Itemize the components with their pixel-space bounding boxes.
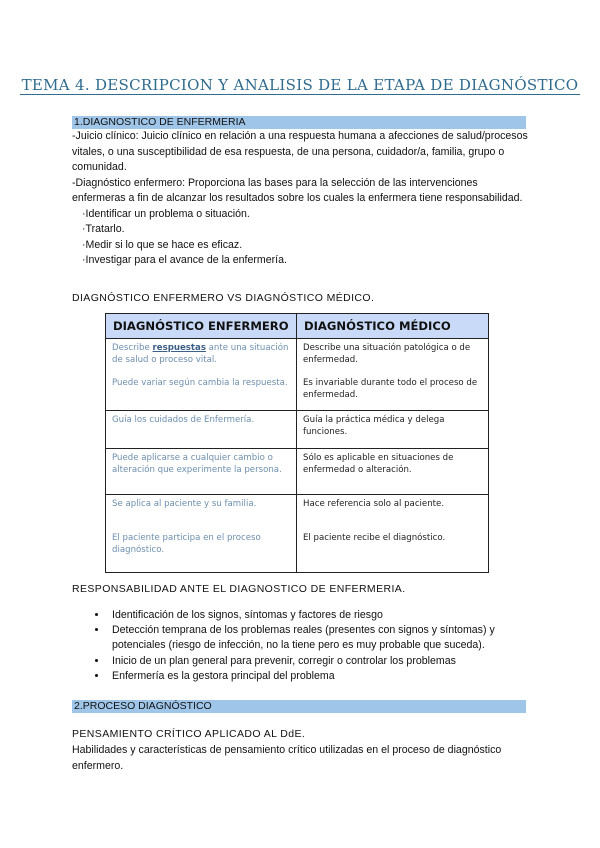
list-item: ·Tratarlo. — [82, 223, 125, 235]
section-heading-diagnostico: 1.DIAGNOSTICO DE ENFERMERIA — [72, 116, 526, 129]
cell-text: Es invariable durante todo el proceso de enfermedad. — [303, 378, 478, 400]
table-header-row — [106, 314, 489, 339]
list-item: ·Investigar para el avance de la enfermería. — [82, 254, 287, 266]
comparison-table — [105, 313, 489, 573]
table-cell: Guía los cuidados de Enfermería. — [106, 411, 297, 449]
column-header-medico: DIAGNÓSTICO MÉDICO — [297, 314, 489, 339]
table-cell: Puede aplicarse a cualquier cambio o alteración que experimente la persona. — [106, 449, 297, 495]
list-item: • Detección temprana de los problemas reales (presentes con signos y síntomas) y potenciales (riesgo de infección, no la tiene pero es muy probable que suceda). — [108, 623, 548, 653]
pensamiento-critico-text: Habilidades y características de pensamiento crítico utilizadas en el proceso de diagnóstico enfermero. — [72, 744, 502, 772]
list-item: ·Medir si lo que se hace es eficaz. — [82, 238, 243, 251]
diagnostico-enfermero-text: -Diagnóstico enfermero: Proporciona las bases para la selección de las intervenciones enfermeras a fin de alcanzar los resultados sobre los cuales la enfermera tiene responsabilidad. — [72, 176, 523, 204]
pensamiento-critico-heading: PENSAMIENTO CRÍTICO APLICADO AL DdE. — [72, 728, 306, 740]
column-header-enfermero: DIAGNÓSTICO ENFERMERO — [106, 314, 297, 339]
section1-body — [72, 129, 532, 269]
table-cell — [297, 495, 489, 573]
list-item: • Enfermería es la gestora principal del problema — [108, 669, 548, 684]
table-row — [106, 411, 489, 449]
section2-body — [72, 743, 532, 774]
list-item: ·Identificar un problema o situación. — [82, 207, 250, 220]
table-row — [106, 449, 489, 495]
list-item: • Inicio de un plan general para prevenir, corregir o controlar los problemas — [108, 654, 548, 669]
cell-text: Hace referencia solo al paciente. — [303, 499, 445, 509]
table-row — [106, 495, 489, 573]
list-item: • Identificación de los signos, síntomas y factores de riesgo — [108, 608, 548, 623]
cell-text: Describe — [112, 343, 153, 353]
table-cell — [297, 339, 489, 411]
highlighted-word: respuestas — [152, 343, 206, 353]
cell-text: Describe una situación patológica o de enfermedad. — [303, 343, 471, 365]
table-cell: Sólo es aplicable en situaciones de enfermedad o alteración. — [297, 449, 489, 495]
cell-text: El paciente recibe el diagnóstico. — [303, 533, 446, 543]
juicio-clinico-text: -Juicio clínico: Juicio clínico en relación a una respuesta humana a afecciones de salud/procesos vitales, o una susceptibilidad de esa respuesta, de una persona, cuidador/a, familia, grupo o comunidad. — [72, 130, 528, 173]
table-cell — [106, 495, 297, 573]
cell-text: El paciente participa en el proceso diagnóstico. — [112, 533, 261, 555]
page-title-text: TEMA 4. DESCRIPCION Y ANALISIS DE LA ETAPA DE DIAGNÓSTICO — [21, 76, 579, 94]
responsabilidad-heading: RESPONSABILIDAD ANTE EL DIAGNOSTICO DE ENFERMERIA. — [72, 583, 406, 595]
table-row — [106, 339, 489, 411]
table-cell — [106, 339, 297, 411]
page-title — [0, 76, 600, 94]
cell-text: Puede variar según cambia la respuesta. — [112, 378, 288, 388]
table-cell: Guía la práctica médica y delega funciones. — [297, 411, 489, 449]
cell-text: Se aplica al paciente y su familia. — [112, 499, 257, 509]
section-heading-proceso: 2.PROCESO DIAGNÓSTICO — [72, 700, 526, 713]
cell-text: ante una situación de salud o proceso vital. — [112, 343, 289, 365]
responsabilidad-list — [88, 608, 548, 684]
comparison-heading: DIAGNÓSTICO ENFERMERO VS DIAGNÓSTICO MÉDICO. — [72, 292, 375, 304]
